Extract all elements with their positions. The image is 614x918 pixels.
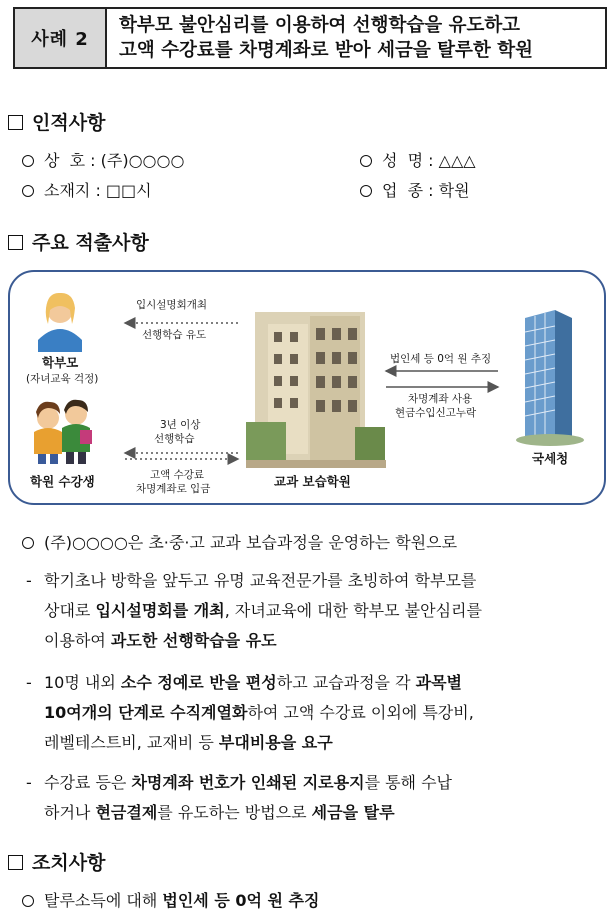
arrow5-label2: 현금수입신고누락 bbox=[395, 407, 477, 419]
arrow5-label1: 차명계좌 사용 bbox=[408, 393, 473, 405]
parents-sub-label: (자녀교육 걱정) bbox=[26, 373, 99, 385]
case-title-line2: 고액 수강료를 차명계좌로 받아 세금을 탈루한 학원 bbox=[119, 40, 533, 61]
p1-line1: - 학기초나 방학을 앞두고 유명 교육전문가를 초빙하여 학부모를 bbox=[26, 571, 477, 590]
square-bullet-icon bbox=[8, 855, 23, 870]
scheme-diagram bbox=[8, 270, 606, 505]
diagram-graphics bbox=[10, 272, 606, 505]
p3-line2: 하거나 현금결제를 유도하는 방법으로 세금을 탈루 bbox=[44, 803, 395, 822]
circle-bullet-icon bbox=[360, 185, 372, 197]
action-line: 탈루소득에 대해 법인세 등 0억 원 추징 bbox=[22, 888, 319, 911]
arrow2-label1: 3년 이상 bbox=[160, 419, 201, 431]
circle-bullet-icon bbox=[22, 537, 34, 549]
info-name: 성 명 : △△△ bbox=[360, 148, 476, 171]
p3-line1: - 수강료 등은 차명계좌 번호가 인쇄된 지로용지를 통해 수납 bbox=[26, 773, 453, 792]
arrow1-label1: 입시설명회개최 bbox=[136, 299, 208, 311]
circle-bullet-icon bbox=[22, 155, 34, 167]
info-trade-name: 상 호 : (주)○○○○ bbox=[22, 148, 184, 171]
arrow3-label2: 차명계좌로 입금 bbox=[136, 483, 211, 495]
info-location: 소재지 : □□시 bbox=[22, 178, 152, 201]
case-title bbox=[107, 9, 605, 67]
section-findings-heading: 주요 적출사항 bbox=[8, 228, 149, 255]
nts-building-icon bbox=[516, 310, 584, 446]
arrow3-label1: 고액 수강료 bbox=[150, 469, 205, 481]
academy-building-icon bbox=[246, 312, 386, 468]
circle-bullet-icon bbox=[360, 155, 372, 167]
parent-figure-icon bbox=[38, 293, 82, 352]
p1-line3: 이용하여 과도한 선행학습을 유도 bbox=[44, 631, 277, 650]
case-header bbox=[13, 7, 607, 69]
circle-bullet-icon bbox=[22, 185, 34, 197]
case-label: 사례 2 bbox=[15, 9, 107, 67]
square-bullet-icon bbox=[8, 115, 23, 130]
section-action-heading: 조치사항 bbox=[8, 848, 105, 875]
arrow1-label2: 선행학습 유도 bbox=[142, 329, 207, 341]
case-title-line1: 학부모 불안심리를 이용하여 선행학습을 유도하고 bbox=[119, 15, 521, 36]
section-personal-heading: 인적사항 bbox=[8, 108, 105, 135]
info-business: 업 종 : 학원 bbox=[360, 178, 470, 201]
arrow2-label2: 선행학습 bbox=[154, 433, 195, 445]
students-figure-icon bbox=[34, 400, 92, 464]
p2-line3: 레벨테스트비, 교재비 등 부대비용을 요구 bbox=[44, 733, 333, 752]
parents-label: 학부모 bbox=[42, 355, 79, 370]
p2-line1: - 10명 내외 소수 정예로 반을 편성하고 교습과정을 각 과목별 bbox=[26, 673, 463, 692]
students-label: 학원 수강생 bbox=[30, 474, 95, 489]
nts-label: 국세청 bbox=[532, 451, 569, 466]
circle-bullet-icon bbox=[22, 895, 34, 907]
square-bullet-icon bbox=[8, 235, 23, 250]
academy-label: 교과 보습학원 bbox=[274, 474, 351, 489]
p2-line2: 10여개의 단계로 수직계열화하여 고액 수강료 이외에 특강비, bbox=[44, 703, 474, 722]
body-intro: (주)○○○○은 초·중·고 교과 보습과정을 운영하는 학원으로 bbox=[22, 530, 457, 553]
p1-line2: 상대로 입시설명회를 개최, 자녀교육에 대한 학부모 불안심리를 bbox=[44, 601, 482, 620]
arrow4-label: 법인세 등 0억 원 추징 bbox=[390, 353, 492, 365]
